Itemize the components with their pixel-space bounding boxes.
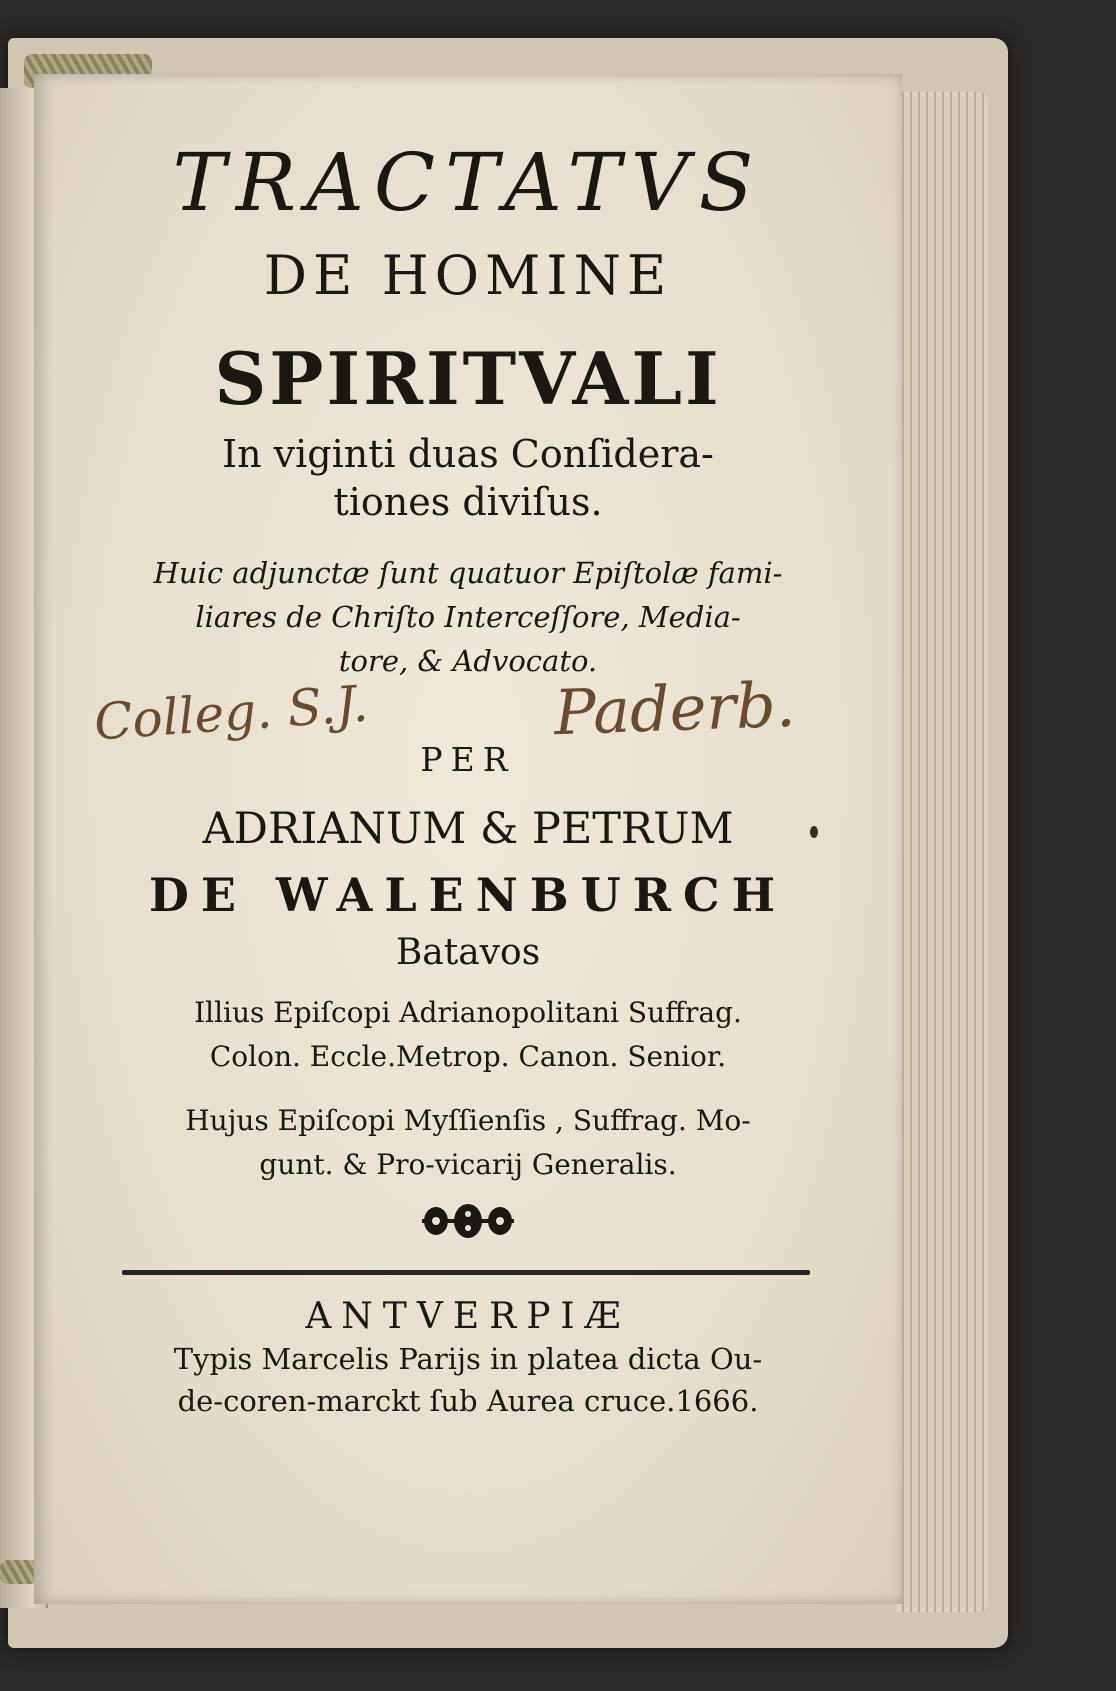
imprint-line-2: de-coren-marckt ſub Aurea cruce.1666. <box>177 1384 759 1418</box>
ink-mark <box>810 826 818 838</box>
illius-line-2: Colon. Eccle.Metrop. Canon. Senior. <box>209 1040 727 1073</box>
per-label: PER <box>420 740 516 779</box>
addendum-line-1: Huic adjunctæ ſunt quatuor Epiſtolæ fami- <box>153 556 783 590</box>
hujus-line-1: Hujus Epiſcopi Myſſienſis , Suffrag. Mo- <box>185 1104 751 1137</box>
handwritten-note-right: Paderb. <box>552 667 797 750</box>
page-edges <box>896 92 988 1612</box>
imprint-line-1: Typis Marcelis Parijs in platea dicta Ou- <box>173 1342 763 1376</box>
division-line-2: tiones diviſus. <box>333 480 603 524</box>
division-line-1: In viginti duas Conſidera- <box>222 432 714 476</box>
book-title: TRACTATVS <box>172 136 764 229</box>
authors-line-2: DE WALENBURCH <box>148 868 788 922</box>
title-page <box>34 74 902 1604</box>
authors-line-1: ADRIANUM & PETRUM <box>202 804 734 854</box>
addendum-line-3: tore, & Advocato. <box>338 644 598 678</box>
handwritten-note-left: Colleg. S.J. <box>92 674 370 752</box>
imprint-city: ANTVERPIÆ <box>305 1296 631 1337</box>
hujus-line-2: gunt. & Pro-vicarij Generalis. <box>259 1148 677 1181</box>
horizontal-rule <box>122 1270 810 1275</box>
addendum-line-2: liares de Chriſto Interceſſore, Media- <box>195 600 741 634</box>
illius-line-1: Illius Epiſcopi Adrianopolitani Suffrag. <box>194 996 742 1029</box>
fleuron-ornament-icon <box>418 1200 518 1242</box>
subtitle-line-2: SPIRITVALI <box>214 336 722 421</box>
subtitle-line-1: DE HOMINE <box>263 244 673 307</box>
batavos-line: Batavos <box>395 932 541 973</box>
